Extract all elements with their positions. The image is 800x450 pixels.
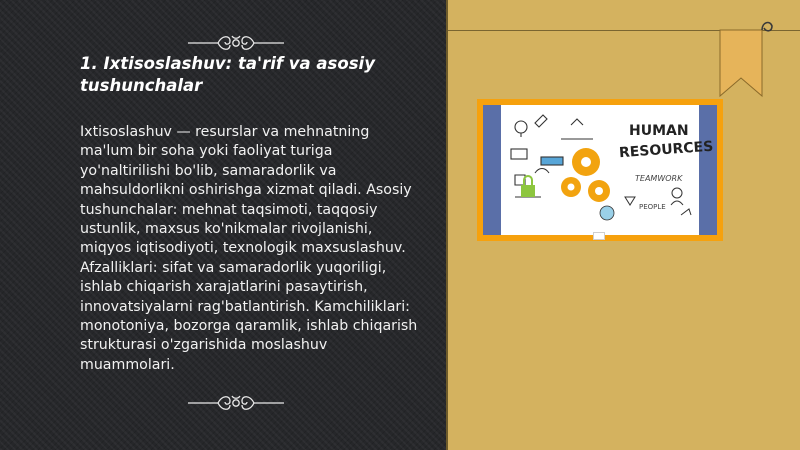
bulb-icon [515, 121, 527, 133]
hr-image-canvas [501, 105, 714, 235]
hr-illustration [501, 105, 714, 235]
bookmark-ribbon-icon [718, 18, 772, 98]
chart-icon [511, 149, 527, 159]
pencil-icon [535, 115, 547, 127]
slide-body-text: Ixtisoslashuv — resurslar va mehnatning ma'lum bir soha yoki faoliyat turiga yo'naltirilishi bo'lib, samaradorlik va mahsuldorlikni oshirishga xizmat qiladi. Asosiy tushunchalar: mehnat taqsimoti, taqqosiy ustunlik, maxsus ko'nikmalar rivojlanishi, miqyos iqtisodiyoti, texnologik maxsuslashuv. Afzalliklari: sifat va samaradorlik yuqoriligi, ishlab chiqarish xarajatlarini pasaytirish, innovatsiyalarni rag'batlantirish. Kamchiliklari: monotoniya, bozorga qaramlik, ishlab chiqarish strukturasi o'zgarishida moslashuv muammolari. [80, 124, 418, 373]
image-resize-handle[interactable] [593, 232, 605, 240]
hr-image-frame[interactable] [477, 99, 723, 241]
hr-line3: TEAMWORK [635, 174, 683, 183]
person-icon [672, 188, 682, 198]
globe-icon [600, 206, 614, 220]
scroll-ornament-icon [188, 392, 284, 414]
hr-line2: RESOURCES [618, 138, 714, 162]
hr-line1: HUMAN [629, 123, 689, 139]
hr-line4: PEOPLE [639, 203, 666, 211]
panel-divider [446, 0, 448, 450]
hr-image [483, 105, 717, 235]
slide-title: 1. Ixtisoslashuv: ta'rif va asosiy tushunchalar [80, 54, 375, 95]
lock-icon [521, 176, 535, 197]
scroll-ornament-icon [188, 32, 284, 54]
arrow-up-icon [571, 119, 583, 125]
gears-icon [561, 148, 610, 202]
